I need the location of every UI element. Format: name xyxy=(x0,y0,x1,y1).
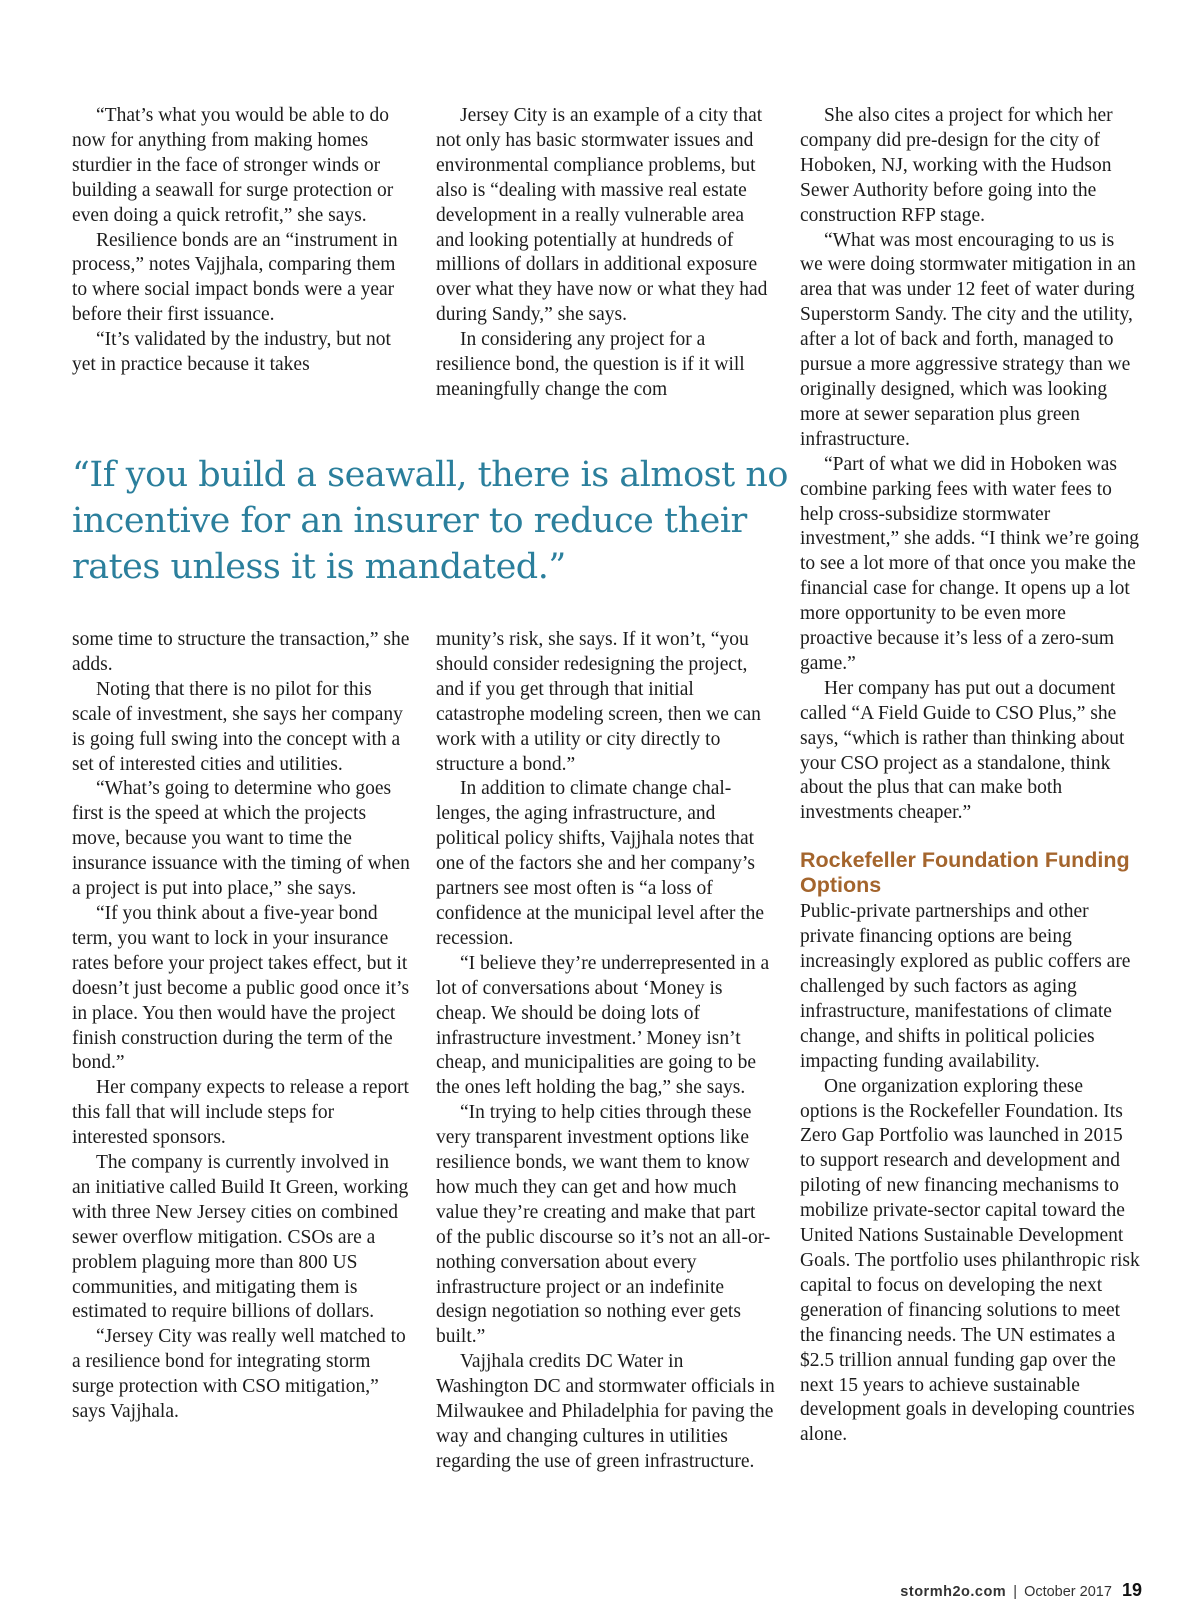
paragraph: In addition to climate change challenges, the aging infrastructure, and political policy shifts, Vajjhala notes that one of the factors she and her company’s partners see most often is “a loss of confidence at the municipal level after the recession. xyxy=(436,778,765,949)
paragraph: Jersey City is an example of a city that not only has basic stormwater issues and environmental compliance problems, but also is “dealing with massive real estate development in a really vulnerable area and looking potentially at hundreds of millions of dollars in additional exposure over what they have now or what they had during Sandy,” she says. xyxy=(436,105,768,326)
paragraph: “In trying to help cities through these very transparent investment options like resilience bonds, we want them to know how much they can get and how much value they’re creating and make that part of the public discourse so it’s not an all-or-nothing conversation about every infrastructure project or an indefinite design negotiation so nothing ever gets built.” xyxy=(436,1102,771,1348)
footer-issue: October 2017 xyxy=(1024,1584,1112,1600)
paragraph: Her company has put out a document called “A Field Guide to CSO Plus,” she says, “which is rather than thinking about your CSO project as a standalone, think about the plus that can make both investments cheaper.” xyxy=(800,677,1125,824)
column-2-top xyxy=(436,104,776,403)
paragraph: She also cites a project for which her company did pre-design for the city of Hoboken, NJ, working with the Hudson Sewer Authority before going into the construction RFP stage. xyxy=(800,105,1113,226)
paragraph: Vajjhala credits DC Water in Washington DC and stormwater officials in Milwaukee and Philadelphia for paving the way and changing cultures in utilities regarding the use of green infrastructure. xyxy=(436,1351,775,1472)
column-3 xyxy=(800,104,1140,1448)
paragraph: Noting that there is no pilot for this scale of investment, she says her company is going full swing into the concept with a set of interested cities and utilities. xyxy=(72,678,403,775)
paragraph: In considering any project for a resilience bond, the question is if it will meaningfully change the com xyxy=(436,329,745,400)
paragraph: “I believe they’re underrepresented in a lot of conversations about ‘Money is cheap. We should be doing lots of infrastructure investment.’ Money isn’t cheap, and municipalities are going to be the ones left holding the bag,” she says. xyxy=(436,952,770,1099)
column-1-top xyxy=(72,104,412,378)
paragraph: Her company expects to release a report this fall that will include steps for interested sponsors. xyxy=(72,1077,409,1149)
paragraph: The company is currently involved in an initiative called Build It Green, working with three New Jersey cities on combined sewer overflow mitigation. CSOs are a problem plaguing more than 800 US communities, and mitigating them is estimated to require billions of dollars. xyxy=(72,1152,409,1323)
paragraph: “What’s going to determine who goes first is the speed at which the projects move, because you want to time the insurance issuance with the timing of when a project is put into place,” she says. xyxy=(72,778,410,900)
paragraph: One organization exploring these options is the Rockefeller Foundation. Its Zero Gap Portfolio was launched in 2015 to support research and development and piloting of new financing mechanisms to mobilize private-sector capital toward the United Nations Sustainable Development Goals. The portfolio uses philanthropic risk capital to focus on developing the next generation of financing solutions to meet the financing needs. The UN estimates a $2.5 trillion annual funding gap over the next 15 years to achieve sustainable development goals in developing countries alone. xyxy=(800,1075,1140,1446)
footer-site: stormh2o.com xyxy=(900,1584,1007,1600)
paragraph: “Jersey City was really well matched to a resilience bond for integrating storm surge protection with CSO mitigation,” says Vajjhala. xyxy=(72,1326,406,1423)
paragraph: “If you think about a five-year bond term, you want to lock in your insurance rates before your project takes effect, but it doesn’t just become a public good once it’s in place. You then would have the project finish construction during the term of the bond.” xyxy=(72,902,410,1074)
section-subhead: Rockefeller Foundation Funding Options xyxy=(800,848,1130,898)
paragraph: “It’s validated by the industry, but not yet in practice because it takes xyxy=(72,329,391,376)
paragraph: “That’s what you would be able to do now for anything from making homes sturdier in the face of stronger winds or building a seawall for surge protection or even doing a quick retrofit,” she says. xyxy=(72,105,394,226)
paragraph: “What was most encouraging to us is we were doing stormwater mitigation in an area that was under 12 feet of water during Superstorm Sandy. The city and the utility, after a lot of back and forth, managed to pursue a more aggressive strategy than we originally designed, which was looking more at sewer separation plus green infrastructure. xyxy=(800,229,1136,450)
page-number: 19 xyxy=(1121,1580,1142,1600)
page-footer xyxy=(900,1580,1142,1601)
paragraph: some time to structure the transaction,” she adds. xyxy=(72,629,410,675)
column-2-bottom xyxy=(436,628,776,1475)
column-1-bottom xyxy=(72,628,412,1425)
paragraph: munity’s risk, she says. If it won’t, “you should consider redesigning the project, and if you get through that initial catastrophe modeling screen, then we can work with a utility or city directly to structure a bond.” xyxy=(436,629,761,775)
paragraph: “Part of what we did in Hoboken was combine parking fees with water fees to help cross-subsidize stormwater investment,” she adds. “I think we’re going to see a lot more of that once you make the financial case for change. It opens up a lot more opportunity to be even more proactive because it’s less of a zero-sum game.” xyxy=(800,453,1139,674)
paragraph: Public-private partnerships and other private financing options are being increasingly explored as public coffers are challenged by such factors as aging infrastructure, manifestations of climate change, and shifts in political policies impacting funding availability. xyxy=(800,901,1131,1072)
paragraph: Resilience bonds are an “instrument in process,” notes Vajjhala, comparing them to where social impact bonds were a year before their first issuance. xyxy=(72,229,398,326)
pull-quote: “If you build a seawall, there is almost no incentive for an insurer to reduce their rates unless it is mandated.” xyxy=(72,455,788,587)
footer-separator: | xyxy=(1013,1584,1018,1600)
